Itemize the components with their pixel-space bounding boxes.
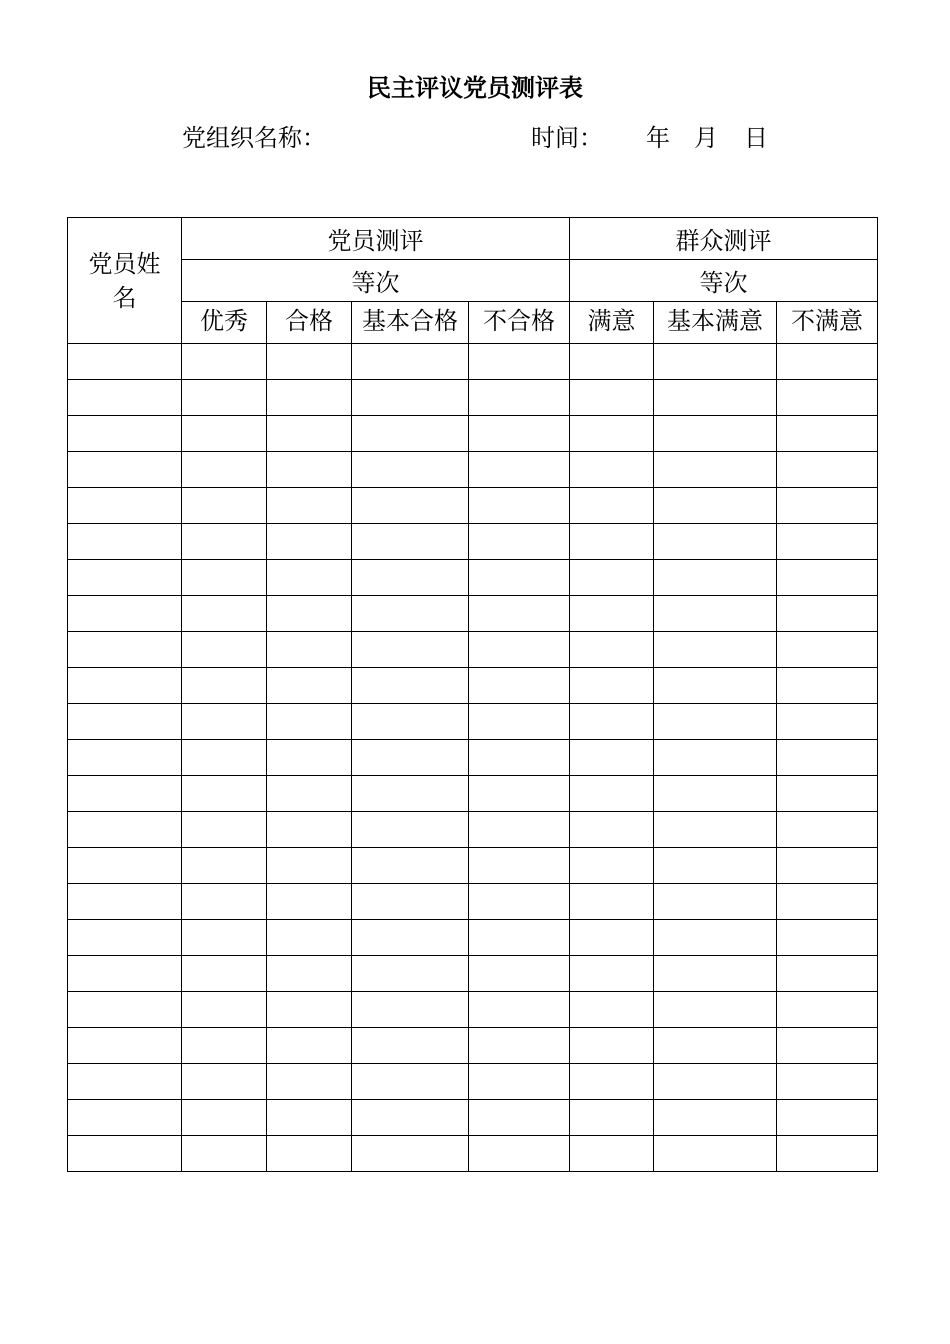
- member-name-cell[interactable]: [68, 452, 182, 488]
- excellent-cell[interactable]: [182, 344, 267, 380]
- unqualified-cell[interactable]: [469, 488, 570, 524]
- excellent-cell[interactable]: [182, 416, 267, 452]
- table-row: [68, 776, 878, 812]
- basic-satisfied-cell[interactable]: [654, 740, 777, 776]
- unqualified-cell[interactable]: [469, 920, 570, 956]
- qualified-cell[interactable]: [267, 740, 352, 776]
- grade-unqualified-header: 不合格: [469, 302, 570, 344]
- unqualified-cell[interactable]: [469, 1136, 570, 1172]
- qualified-cell[interactable]: [267, 416, 352, 452]
- satisfied-cell[interactable]: [570, 884, 654, 920]
- member-name-cell[interactable]: [68, 632, 182, 668]
- table-row: [68, 920, 878, 956]
- qualified-cell[interactable]: [267, 668, 352, 704]
- basic-qualified-cell[interactable]: [352, 956, 469, 992]
- table-row: [68, 632, 878, 668]
- satisfied-cell[interactable]: [570, 344, 654, 380]
- unqualified-cell[interactable]: [469, 776, 570, 812]
- unqualified-cell[interactable]: [469, 812, 570, 848]
- unqualified-cell[interactable]: [469, 848, 570, 884]
- member-name-cell[interactable]: [68, 884, 182, 920]
- basic-qualified-cell[interactable]: [352, 740, 469, 776]
- basic-qualified-cell[interactable]: [352, 632, 469, 668]
- member-name-cell[interactable]: [68, 920, 182, 956]
- table-row: [68, 380, 878, 416]
- qualified-cell[interactable]: [267, 812, 352, 848]
- unsatisfied-cell[interactable]: [777, 776, 878, 812]
- unsatisfied-cell[interactable]: [777, 1136, 878, 1172]
- basic-satisfied-cell[interactable]: [654, 920, 777, 956]
- member-name-cell[interactable]: [68, 560, 182, 596]
- unsatisfied-cell[interactable]: [777, 524, 878, 560]
- table-row: [68, 956, 878, 992]
- satisfied-cell[interactable]: [570, 920, 654, 956]
- member-name-cell[interactable]: [68, 1136, 182, 1172]
- satisfied-cell[interactable]: [570, 704, 654, 740]
- basic-qualified-cell[interactable]: [352, 812, 469, 848]
- member-name-cell[interactable]: [68, 1028, 182, 1064]
- basic-qualified-cell[interactable]: [352, 920, 469, 956]
- basic-satisfied-cell[interactable]: [654, 524, 777, 560]
- excellent-cell[interactable]: [182, 488, 267, 524]
- table-row: [68, 704, 878, 740]
- member-eval-header: 党员测评: [182, 218, 570, 260]
- qualified-cell[interactable]: [267, 848, 352, 884]
- qualified-cell[interactable]: [267, 344, 352, 380]
- basic-satisfied-cell[interactable]: [654, 992, 777, 1028]
- qualified-cell[interactable]: [267, 488, 352, 524]
- satisfied-cell[interactable]: [570, 668, 654, 704]
- qualified-cell[interactable]: [267, 560, 352, 596]
- member-name-header: 党员姓名: [68, 218, 182, 344]
- basic-qualified-cell[interactable]: [352, 1028, 469, 1064]
- satisfied-cell[interactable]: [570, 992, 654, 1028]
- unsatisfied-cell[interactable]: [777, 1064, 878, 1100]
- excellent-cell[interactable]: [182, 1028, 267, 1064]
- unsatisfied-cell[interactable]: [777, 812, 878, 848]
- qualified-cell[interactable]: [267, 920, 352, 956]
- basic-satisfied-cell[interactable]: [654, 812, 777, 848]
- unqualified-cell[interactable]: [469, 344, 570, 380]
- basic-satisfied-cell[interactable]: [654, 848, 777, 884]
- excellent-cell[interactable]: [182, 560, 267, 596]
- unqualified-cell[interactable]: [469, 632, 570, 668]
- table-row: [68, 992, 878, 1028]
- basic-qualified-cell[interactable]: [352, 1064, 469, 1100]
- grade-excellent-header: 优秀: [182, 302, 267, 344]
- member-name-cell[interactable]: [68, 344, 182, 380]
- grade-qualified-header: 合格: [267, 302, 352, 344]
- year-label: 年: [646, 124, 670, 152]
- member-name-cell[interactable]: [68, 1100, 182, 1136]
- member-name-cell[interactable]: [68, 740, 182, 776]
- unsatisfied-cell[interactable]: [777, 1100, 878, 1136]
- excellent-cell[interactable]: [182, 956, 267, 992]
- table-row: [68, 884, 878, 920]
- public-unsatisfied-header: 不满意: [777, 302, 878, 344]
- basic-qualified-cell[interactable]: [352, 560, 469, 596]
- qualified-cell[interactable]: [267, 884, 352, 920]
- satisfied-cell[interactable]: [570, 776, 654, 812]
- table-row: [68, 1028, 878, 1064]
- satisfied-cell[interactable]: [570, 452, 654, 488]
- unqualified-cell[interactable]: [469, 416, 570, 452]
- basic-qualified-cell[interactable]: [352, 344, 469, 380]
- unsatisfied-cell[interactable]: [777, 452, 878, 488]
- public-satisfied-header: 满意: [570, 302, 654, 344]
- qualified-cell[interactable]: [267, 1100, 352, 1136]
- unsatisfied-cell[interactable]: [777, 380, 878, 416]
- excellent-cell[interactable]: [182, 452, 267, 488]
- evaluation-table: [67, 217, 878, 1172]
- excellent-cell[interactable]: [182, 812, 267, 848]
- month-label: 月: [694, 124, 718, 152]
- basic-qualified-cell[interactable]: [352, 524, 469, 560]
- satisfied-cell[interactable]: [570, 560, 654, 596]
- satisfied-cell[interactable]: [570, 1064, 654, 1100]
- excellent-cell[interactable]: [182, 992, 267, 1028]
- excellent-cell[interactable]: [182, 848, 267, 884]
- unqualified-cell[interactable]: [469, 668, 570, 704]
- table-row: [68, 1136, 878, 1172]
- basic-satisfied-cell[interactable]: [654, 416, 777, 452]
- qualified-cell[interactable]: [267, 776, 352, 812]
- unsatisfied-cell[interactable]: [777, 704, 878, 740]
- basic-qualified-cell[interactable]: [352, 380, 469, 416]
- table-row: [68, 452, 878, 488]
- basic-satisfied-cell[interactable]: [654, 452, 777, 488]
- unsatisfied-cell[interactable]: [777, 740, 878, 776]
- unsatisfied-cell[interactable]: [777, 560, 878, 596]
- member-name-cell[interactable]: [68, 416, 182, 452]
- satisfied-cell[interactable]: [570, 416, 654, 452]
- form-title: 民主评议党员测评表: [367, 74, 583, 102]
- qualified-cell[interactable]: [267, 1064, 352, 1100]
- basic-qualified-cell[interactable]: [352, 776, 469, 812]
- grade-basic-qualified-header: 基本合格: [352, 302, 469, 344]
- member-name-cell[interactable]: [68, 776, 182, 812]
- unqualified-cell[interactable]: [469, 596, 570, 632]
- excellent-cell[interactable]: [182, 380, 267, 416]
- member-name-cell[interactable]: [68, 596, 182, 632]
- excellent-cell[interactable]: [182, 1136, 267, 1172]
- satisfied-cell[interactable]: [570, 596, 654, 632]
- basic-qualified-cell[interactable]: [352, 596, 469, 632]
- excellent-cell[interactable]: [182, 632, 267, 668]
- excellent-cell[interactable]: [182, 740, 267, 776]
- member-name-cell[interactable]: [68, 1064, 182, 1100]
- excellent-cell[interactable]: [182, 1100, 267, 1136]
- unsatisfied-cell[interactable]: [777, 884, 878, 920]
- table-row: [68, 596, 878, 632]
- satisfied-cell[interactable]: [570, 1100, 654, 1136]
- basic-satisfied-cell[interactable]: [654, 344, 777, 380]
- public-basic-satisfied-header: 基本满意: [654, 302, 777, 344]
- basic-qualified-cell[interactable]: [352, 848, 469, 884]
- table-row: [68, 1064, 878, 1100]
- basic-satisfied-cell[interactable]: [654, 596, 777, 632]
- member-grade-header: 等次: [182, 260, 570, 302]
- qualified-cell[interactable]: [267, 524, 352, 560]
- qualified-cell[interactable]: [267, 992, 352, 1028]
- unsatisfied-cell[interactable]: [777, 344, 878, 380]
- unsatisfied-cell[interactable]: [777, 920, 878, 956]
- qualified-cell[interactable]: [267, 1136, 352, 1172]
- excellent-cell[interactable]: [182, 524, 267, 560]
- satisfied-cell[interactable]: [570, 524, 654, 560]
- basic-qualified-cell[interactable]: [352, 488, 469, 524]
- qualified-cell[interactable]: [267, 380, 352, 416]
- basic-qualified-cell[interactable]: [352, 1100, 469, 1136]
- table-row: [68, 524, 878, 560]
- member-name-cell[interactable]: [68, 956, 182, 992]
- unsatisfied-cell[interactable]: [777, 488, 878, 524]
- table-row: [68, 560, 878, 596]
- basic-satisfied-cell[interactable]: [654, 560, 777, 596]
- unsatisfied-cell[interactable]: [777, 596, 878, 632]
- day-label: 日: [744, 124, 768, 152]
- satisfied-cell[interactable]: [570, 380, 654, 416]
- basic-satisfied-cell[interactable]: [654, 884, 777, 920]
- satisfied-cell[interactable]: [570, 488, 654, 524]
- unqualified-cell[interactable]: [469, 560, 570, 596]
- unqualified-cell[interactable]: [469, 956, 570, 992]
- basic-qualified-cell[interactable]: [352, 992, 469, 1028]
- excellent-cell[interactable]: [182, 668, 267, 704]
- excellent-cell[interactable]: [182, 1064, 267, 1100]
- basic-satisfied-cell[interactable]: [654, 1100, 777, 1136]
- unsatisfied-cell[interactable]: [777, 668, 878, 704]
- excellent-cell[interactable]: [182, 704, 267, 740]
- basic-satisfied-cell[interactable]: [654, 776, 777, 812]
- satisfied-cell[interactable]: [570, 632, 654, 668]
- qualified-cell[interactable]: [267, 452, 352, 488]
- unqualified-cell[interactable]: [469, 1064, 570, 1100]
- member-name-cell[interactable]: [68, 668, 182, 704]
- qualified-cell[interactable]: [267, 596, 352, 632]
- basic-qualified-cell[interactable]: [352, 884, 469, 920]
- basic-satisfied-cell[interactable]: [654, 632, 777, 668]
- qualified-cell[interactable]: [267, 704, 352, 740]
- excellent-cell[interactable]: [182, 920, 267, 956]
- member-name-cell[interactable]: [68, 380, 182, 416]
- basic-satisfied-cell[interactable]: [654, 380, 777, 416]
- member-name-cell[interactable]: [68, 488, 182, 524]
- basic-satisfied-cell[interactable]: [654, 668, 777, 704]
- satisfied-cell[interactable]: [570, 812, 654, 848]
- satisfied-cell[interactable]: [570, 956, 654, 992]
- org-name-label: 党组织名称：: [182, 124, 326, 152]
- basic-qualified-cell[interactable]: [352, 452, 469, 488]
- member-name-cell[interactable]: [68, 992, 182, 1028]
- table-row: [68, 488, 878, 524]
- satisfied-cell[interactable]: [570, 848, 654, 884]
- time-label: 时间：: [531, 124, 603, 152]
- unqualified-cell[interactable]: [469, 524, 570, 560]
- member-name-cell[interactable]: [68, 524, 182, 560]
- basic-satisfied-cell[interactable]: [654, 956, 777, 992]
- member-name-cell[interactable]: [68, 812, 182, 848]
- unsatisfied-cell[interactable]: [777, 416, 878, 452]
- basic-satisfied-cell[interactable]: [654, 1028, 777, 1064]
- public-grade-header: 等次: [570, 260, 878, 302]
- basic-satisfied-cell[interactable]: [654, 704, 777, 740]
- table-row: [68, 668, 878, 704]
- table-row: [68, 416, 878, 452]
- unqualified-cell[interactable]: [469, 704, 570, 740]
- unqualified-cell[interactable]: [469, 884, 570, 920]
- public-eval-header: 群众测评: [570, 218, 878, 260]
- excellent-cell[interactable]: [182, 884, 267, 920]
- satisfied-cell[interactable]: [570, 740, 654, 776]
- qualified-cell[interactable]: [267, 956, 352, 992]
- satisfied-cell[interactable]: [570, 1028, 654, 1064]
- satisfied-cell[interactable]: [570, 1136, 654, 1172]
- basic-satisfied-cell[interactable]: [654, 1064, 777, 1100]
- unqualified-cell[interactable]: [469, 380, 570, 416]
- unsatisfied-cell[interactable]: [777, 1028, 878, 1064]
- table-row: [68, 740, 878, 776]
- basic-satisfied-cell[interactable]: [654, 1136, 777, 1172]
- unqualified-cell[interactable]: [469, 452, 570, 488]
- member-name-cell[interactable]: [68, 848, 182, 884]
- unsatisfied-cell[interactable]: [777, 632, 878, 668]
- basic-qualified-cell[interactable]: [352, 704, 469, 740]
- member-name-cell[interactable]: [68, 704, 182, 740]
- basic-satisfied-cell[interactable]: [654, 488, 777, 524]
- unqualified-cell[interactable]: [469, 740, 570, 776]
- qualified-cell[interactable]: [267, 1028, 352, 1064]
- unsatisfied-cell[interactable]: [777, 848, 878, 884]
- unqualified-cell[interactable]: [469, 1100, 570, 1136]
- unqualified-cell[interactable]: [469, 1028, 570, 1064]
- basic-qualified-cell[interactable]: [352, 1136, 469, 1172]
- table-row: [68, 848, 878, 884]
- basic-qualified-cell[interactable]: [352, 416, 469, 452]
- table-row: [68, 344, 878, 380]
- excellent-cell[interactable]: [182, 776, 267, 812]
- basic-qualified-cell[interactable]: [352, 668, 469, 704]
- unqualified-cell[interactable]: [469, 992, 570, 1028]
- excellent-cell[interactable]: [182, 596, 267, 632]
- table-row: [68, 1100, 878, 1136]
- table-row: [68, 812, 878, 848]
- qualified-cell[interactable]: [267, 632, 352, 668]
- unsatisfied-cell[interactable]: [777, 992, 878, 1028]
- unsatisfied-cell[interactable]: [777, 956, 878, 992]
